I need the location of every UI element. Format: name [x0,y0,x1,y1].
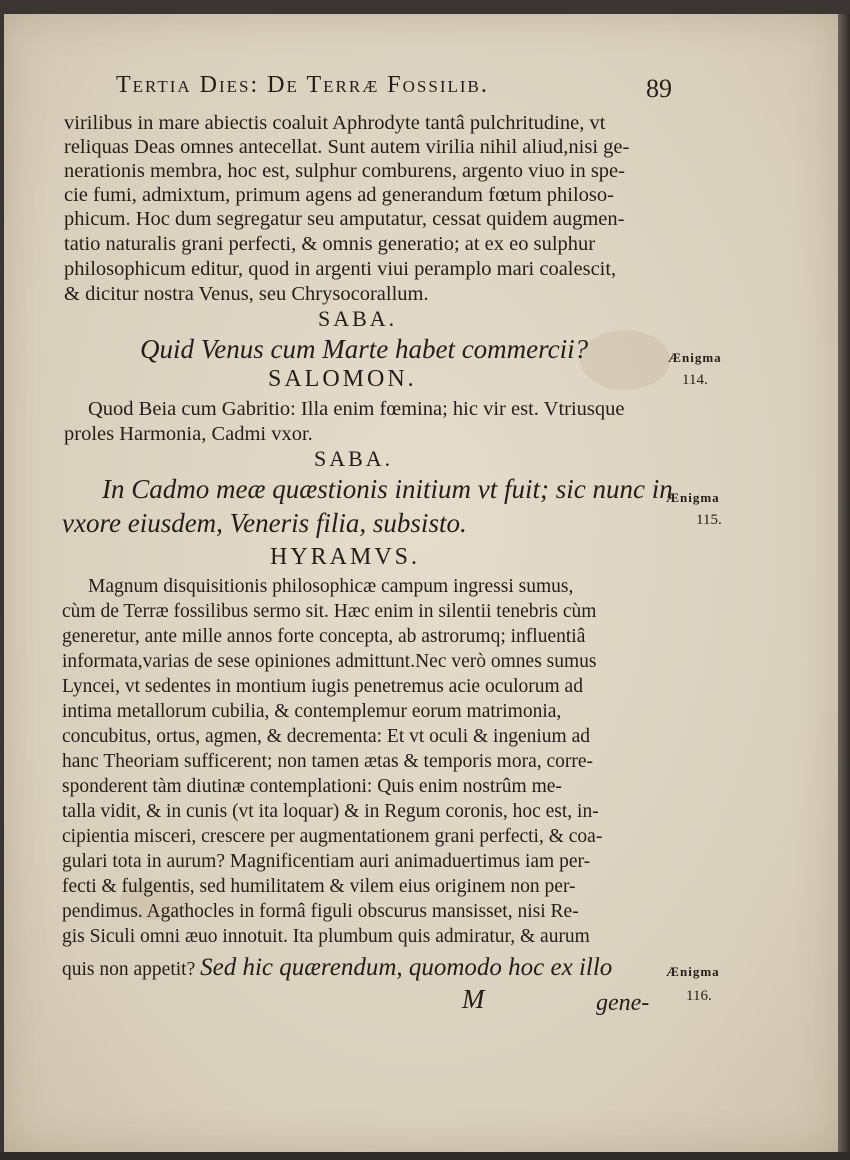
margin-note-label: Ænigma [668,350,722,365]
speaker-heading: SABA. [314,446,394,471]
text-line: hanc Theoriam sufficerent; non tamen ætas & temporis mora, corre- [62,751,594,772]
page-number: 89 [646,74,672,103]
speaker-heading: HYRAMVS. [270,544,421,570]
text-line: cie fumi, admixtum, primum agens ad generandum fœtum philoso- [64,184,614,206]
text-line: philosophicum editur, quod in argenti viui peramplo mari coalescit, [64,258,617,280]
text-line: nerationis membra, hoc est, sulphur comburens, argento viuo in spe- [64,160,625,182]
page-bottom-edge [0,1152,850,1160]
text-line: Lyncei, vt sedentes in montium iugis penetremus acie oculorum ad [62,676,583,697]
page-edge [838,14,850,1152]
margin-note-number: 116. [686,988,712,1004]
text-line: virilibus in mare abiectis coaluit Aphrodyte tantâ pulchritudine, vt [64,112,606,134]
text-line: cùm de Terræ fossilibus sermo sit. Hæc enim in silentii tenebris cùm [62,601,597,622]
paper-stain [580,330,670,390]
running-header: Tertia Dies: De Terræ Fossilib. [116,72,489,98]
text-line-last [62,954,612,982]
text-italic: Sed hic quærendum, quomodo hoc ex illo [200,954,613,981]
text-line: reliquas Deas omnes antecellat. Sunt autem virilia nihil aliud,nisi ge- [64,136,630,158]
text-line: pendimus. Agathocles in formâ figuli obscurus mansisset, nisi Re- [62,901,579,922]
text-line: cipientia misceri, crescere per augmentationem grani perfecti, & coa- [62,826,603,847]
margin-note-label: Ænigma [666,490,720,505]
speaker-heading: SALOMON. [268,366,417,392]
text-line: & dicitur nostra Venus, seu Chrysocorallum. [64,283,429,305]
text-line: proles Harmonia, Cadmi vxor. [64,423,313,445]
catchword: gene- [596,990,650,1016]
text-line: phicum. Hoc dum segregatur seu amputatur, cessat quidem augmen- [64,208,625,230]
margin-note-number: 115. [696,512,722,528]
margin-note-label: Ænigma [666,964,720,979]
text-line: gis Siculi omni æuo innotuit. Ita plumbum quis admiratur, & aurum [62,926,590,947]
catchword-left: M [462,984,485,1014]
text-line: Quod Beia cum Gabritio: Illa enim fœmina; hic vir est. Vtriusque [88,398,625,420]
text-line: informata,varias de sese opiniones admittunt.Nec verò omnes sumus [62,651,597,672]
speaker-heading: SABA. [318,306,398,331]
text-line: Magnum disquisitionis philosophicæ campum ingressi sumus, [88,576,574,597]
text-line: intima metallorum cubilia, & contemplemur eorum matrimonia, [62,701,562,722]
question-line: vxore eiusdem, Veneris filia, subsisto. [62,508,467,538]
text-line: concubitus, ortus, agmen, & decrementa: Et vt oculi & ingenium ad [62,726,590,747]
text-plain: quis non appetit? [62,959,196,980]
text-line: generetur, ante mille annos forte concepta, ab astrorumq; influentiâ [62,626,586,647]
text-line: fecti & fulgentis, sed humilitatem & vilem eius originem non per- [62,876,576,897]
text-line: sponderent tàm diutinæ contemplationi: Quis enim nostrûm me- [62,776,562,797]
question-line: In Cadmo meæ quæstionis initium vt fuit; sic nunc in [102,474,673,504]
text-line: talla vidit, & in cunis (vt ita loquar) & in Regum coronis, hoc est, in- [62,801,599,822]
text-line: gulari tota in aurum? Magnificentiam auri animaduertimus iam per- [62,851,591,872]
text-line: tatio naturalis grani perfecti, & omnis generatio; at ex eo sulphur [64,233,596,255]
margin-note-number: 114. [682,372,708,388]
question-line: Quid Venus cum Marte habet commercii? [140,334,589,364]
